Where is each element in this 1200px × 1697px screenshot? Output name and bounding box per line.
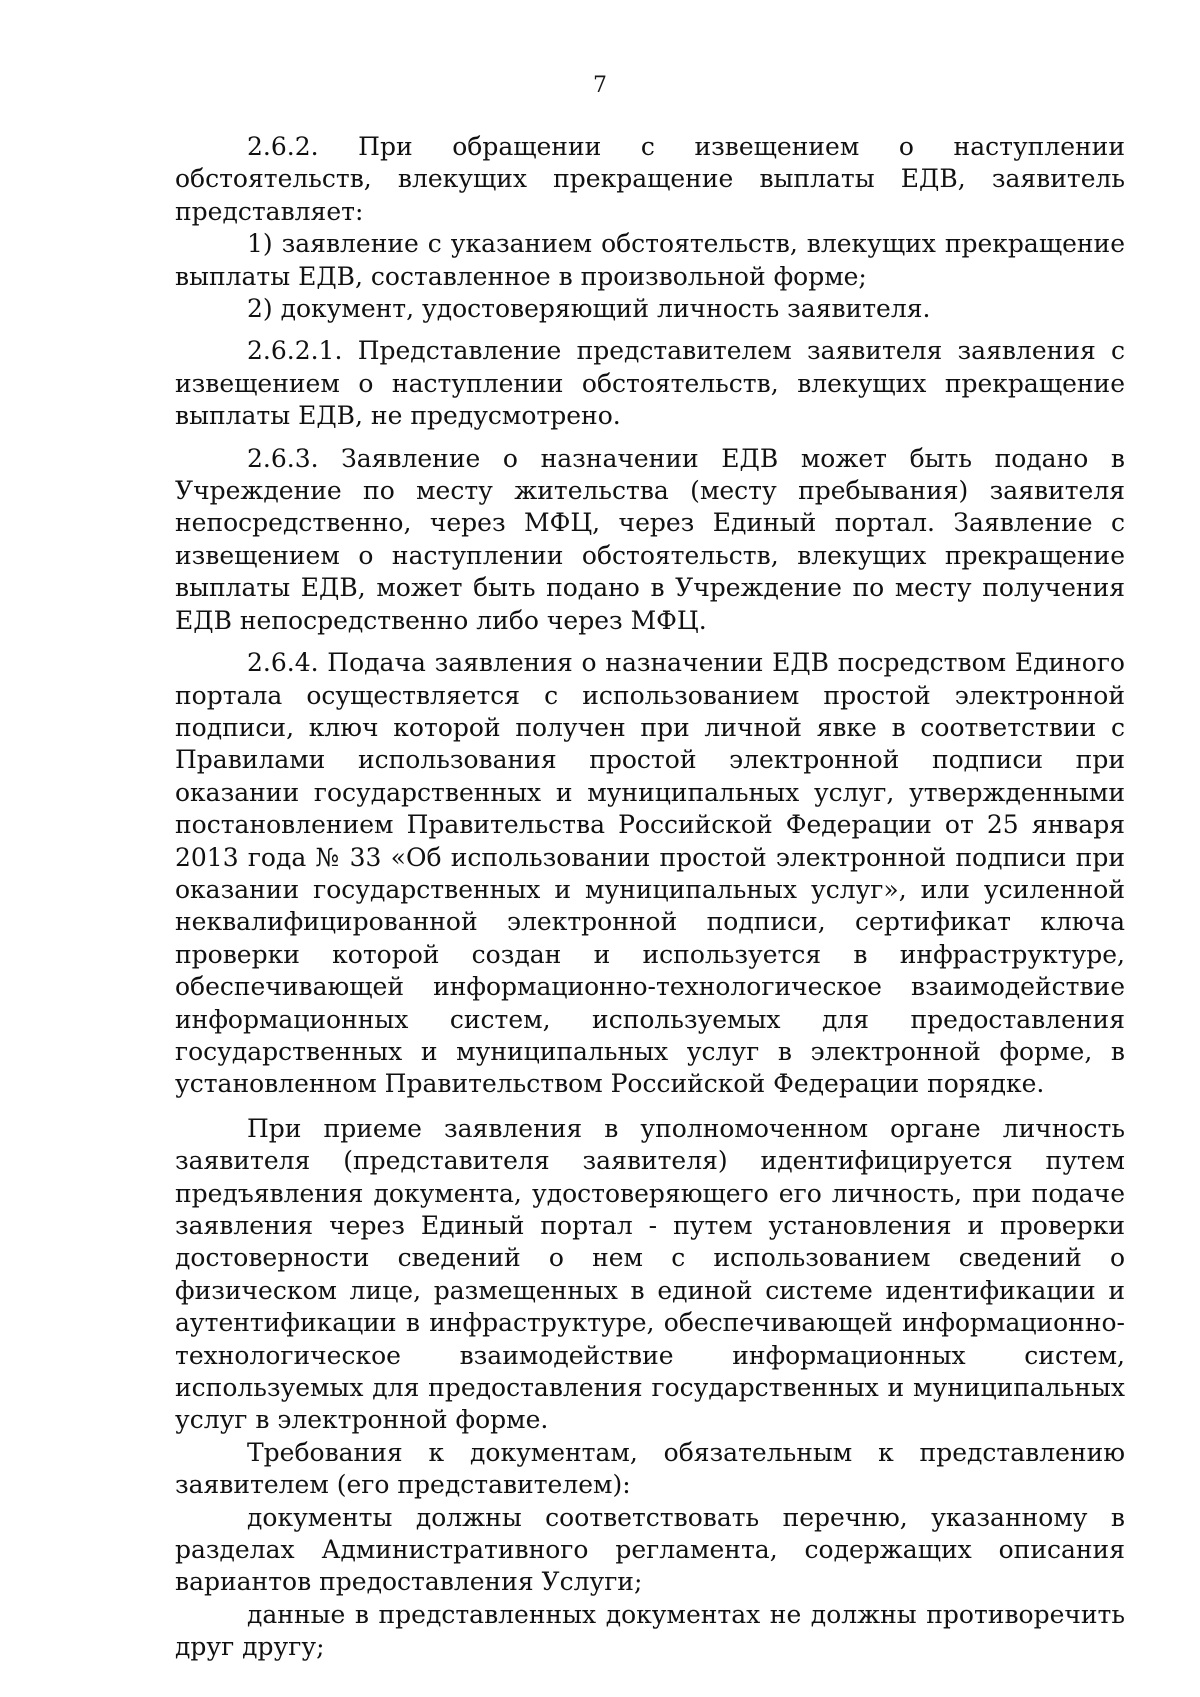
requirement-item-1: документы должны соответствовать перечню, указанному в разделах Административного регламента, содержащих описания вариантов предоставления Услуги; — [175, 1502, 1125, 1597]
document-body — [175, 131, 1125, 1664]
paragraph-2-6-3: 2.6.3. Заявление о назначении ЕДВ может быть подано в Учреждение по месту жительства (месту пребывания) заявителя непосредственно, через МФЦ, через Единый портал. Заявление с извещением о наступлении обстоятельств, влекущих прекращение выплаты ЕДВ, может быть подано в Учреждение по месту получения ЕДВ непосредственно либо через МФЦ. — [175, 443, 1125, 635]
list-item-2: 2) документ, удостоверяющий личность заявителя. — [247, 294, 931, 324]
paragraph-2-6-2-1: 2.6.2.1. Представление представителем заявителя заявления с извещением о наступлении обстоятельств, влекущих прекращение выплаты ЕДВ, не предусмотрено. — [175, 336, 1125, 431]
list-item-1: 1) заявление с указанием обстоятельств, влекущих прекращение выплаты ЕДВ, составленное в произвольной форме; — [175, 229, 1125, 291]
paragraph-identification: При приеме заявления в уполномоченном органе личность заявителя (представителя заявителя) идентифицируется путем предъявления документа, удостоверяющего его личность, при подаче заявления через Единый портал - путем установления и проверки достоверности сведений о нем с использованием сведений о физическом лице, размещенных в единой системе идентификации и аутентификации в инфраструктуре, обеспечивающей информационно-технологическое взаимодействие информационных систем, используемых для предоставления государственных и муниципальных услуг в электронной форме. — [175, 1113, 1125, 1435]
paragraph-requirements: Требования к документам, обязательным к представлению заявителем (его представителем): — [175, 1437, 1125, 1500]
requirement-item-2: данные в представленных документах не должны противоречить друг другу; — [175, 1599, 1125, 1662]
page-number: 7 — [593, 73, 607, 98]
paragraph-2-6-4: 2.6.4. Подача заявления о назначении ЕДВ посредством Единого портала осуществляется с использованием простой электронной подписи, ключ которой получен при личной явке в соответствии с Правилами использования простой электронной подписи при оказании государственных и муниципальных услуг, утвержденными постановлением Правительства Российской Федерации от 25 января 2013 года № 33 «Об использовании простой электронной подписи при оказании государственных и муниципальных услуг», или усиленной неквалифицированной электронной подписи, сертификат ключа проверки которой создан и используется в инфраструктуре, обеспечивающей информационно-технологическое взаимодействие информационных систем, используемых для предоставления государственных и муниципальных услуг в электронной форме, в установленном Правительством Российской Федерации порядке. — [175, 648, 1125, 1099]
paragraph-2-6-2: 2.6.2. При обращении с извещением о наступлении обстоятельств, влекущих прекращение выплаты ЕДВ, заявитель представляет: — [175, 132, 1125, 226]
